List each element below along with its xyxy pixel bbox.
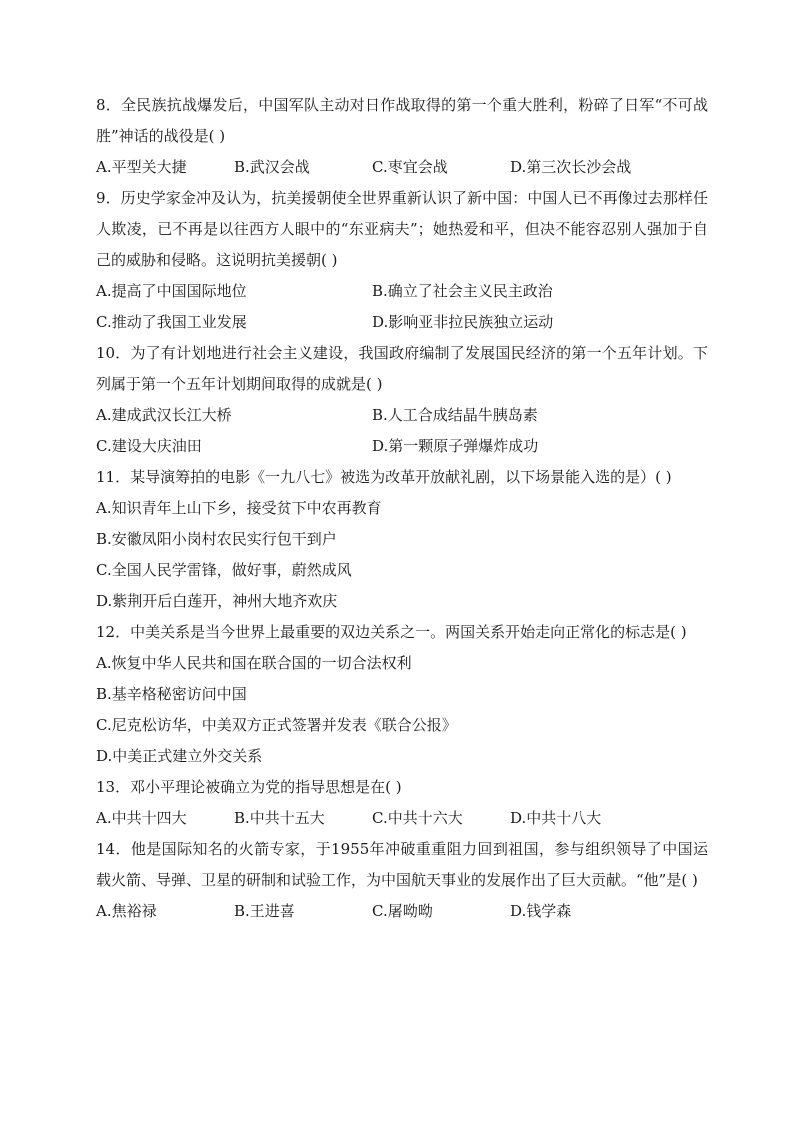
option-c: C.中共十六大 (372, 809, 463, 827)
question-stem: 10．为了有计划地进行社会主义建设，我国政府编制了发展国民经济的第一个五年计划。下列属于第一个五年计划期间取得的成就是( ) (96, 344, 708, 393)
question-10 (96, 338, 708, 462)
option-c: C.尼克松访华，中美双方正式签署并发表《联合公报》 (96, 716, 457, 734)
option-a: A.中共十四大 (96, 809, 187, 827)
option-b: B.武汉会战 (234, 158, 310, 176)
question-stem: 14．他是国际知名的火箭专家，于1955年冲破重重阻力回到祖国，参与组织领导了中国运载火箭、导弹、卫星的研制和试验工作，为中国航天事业的发展作出了巨大贡献。“他”是( ) (96, 840, 708, 889)
option-c: C.枣宜会战 (372, 158, 448, 176)
option-a: A.知识青年上山下乡，接受贫下中农再教育 (96, 499, 382, 517)
option-d: D.中共十八大 (510, 809, 602, 827)
option-b: B.确立了社会主义民主政治 (372, 282, 553, 300)
option-a: A.建成武汉长江大桥 (96, 406, 232, 424)
option-b: B.基辛格秘密访问中国 (96, 685, 247, 703)
option-list (96, 276, 708, 338)
question-stem: 9．历史学家金冲及认为，抗美援朝使全世界重新认识了新中国：中国人已不再像过去那样任人欺凌，已不再是以往西方人眼中的“东亚病夫”；她热爱和平，但决不能容忍别人强加于自己的威胁和侵略。这说明抗美援朝( ) (96, 189, 708, 269)
option-b: B.人工合成结晶牛胰岛素 (372, 406, 538, 424)
option-c: C.建设大庆油田 (96, 437, 202, 455)
question-stem: 11．某导演筹拍的电影《一九八七》被选为改革开放献礼剧，以下场景能入选的是）( ) (96, 468, 672, 486)
option-list (96, 803, 708, 834)
option-b: B.王进喜 (234, 902, 295, 920)
option-list (96, 400, 708, 462)
question-12 (96, 617, 708, 772)
question-stem: 8．全民族抗战爆发后，中国军队主动对日作战取得的第一个重大胜利，粉碎了日军“不可战胜”神话的战役是( ) (96, 96, 708, 145)
option-d: D.第三次长沙会战 (510, 158, 632, 176)
option-b: B.中共十五大 (234, 809, 325, 827)
option-list (96, 648, 708, 772)
option-list (96, 896, 708, 927)
option-c: C.全国人民学雷锋，做好事，蔚然成风 (96, 561, 352, 579)
option-d: D.影响亚非拉民族独立运动 (372, 313, 554, 331)
option-a: A.平型关大捷 (96, 158, 187, 176)
exam-page (96, 90, 708, 927)
option-d: D.第一颗原子弹爆炸成功 (372, 437, 539, 455)
question-9 (96, 183, 708, 338)
option-a: A.恢复中华人民共和国在联合国的一切合法权利 (96, 654, 412, 672)
option-d: D.钱学森 (510, 902, 572, 920)
question-8 (96, 90, 708, 183)
option-a: A.提高了中国国际地位 (96, 282, 247, 300)
question-13 (96, 772, 708, 834)
question-stem: 13．邓小平理论被确立为党的指导思想是在( ) (96, 778, 402, 796)
option-a: A.焦裕禄 (96, 902, 157, 920)
option-c: C.屠呦呦 (372, 902, 433, 920)
question-stem: 12．中美关系是当今世界上最重要的双边关系之一。两国关系开始走向正常化的标志是( ) (96, 623, 687, 641)
option-list (96, 493, 708, 617)
option-d: D.中美正式建立外交关系 (96, 747, 263, 765)
option-list (96, 152, 708, 183)
option-b: B.安徽凤阳小岗村农民实行包干到户 (96, 530, 337, 548)
option-d: D.紫荆开后白莲开，神州大地齐欢庆 (96, 592, 338, 610)
question-11 (96, 462, 708, 617)
option-c: C.推动了我国工业发展 (96, 313, 247, 331)
question-14 (96, 834, 708, 927)
